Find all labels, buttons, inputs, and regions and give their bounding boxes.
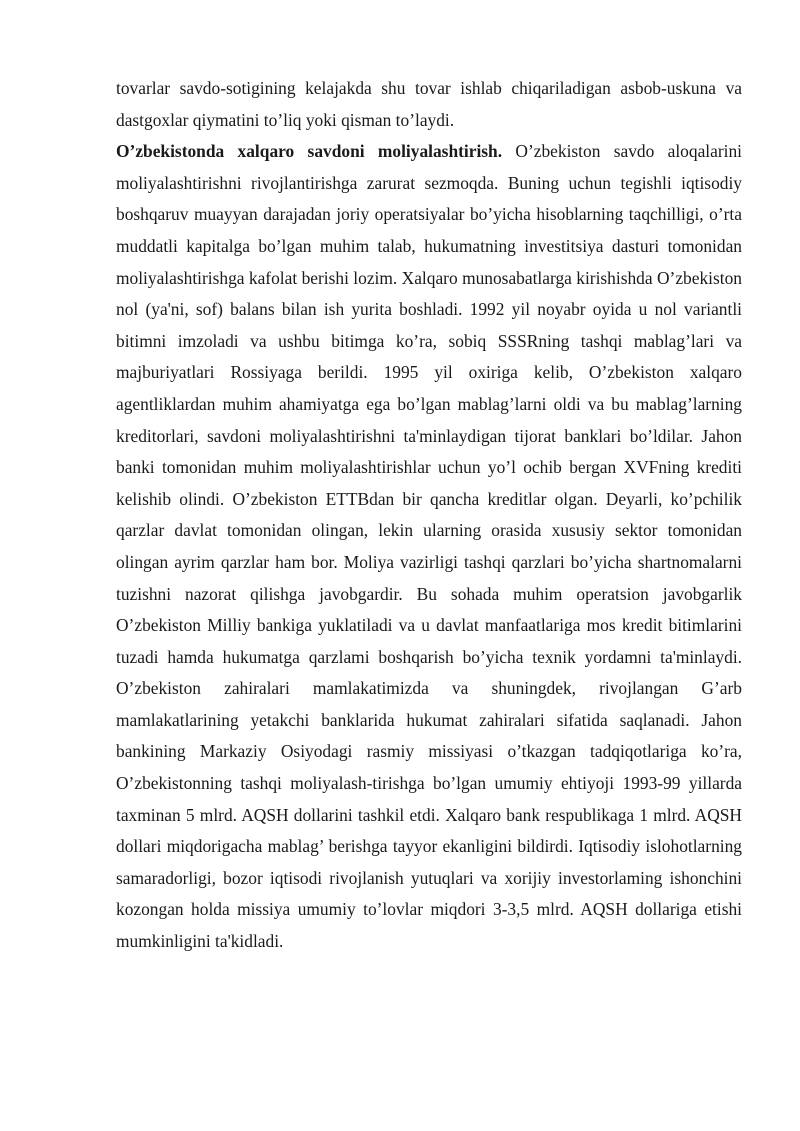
section-heading: O’zbekistonda xalqaro savdoni moliyalashtirish. xyxy=(116,141,503,162)
paragraph-section xyxy=(116,136,742,957)
paragraph-continuation: tovarlar savdo-sotigining kelajakda shu tovar ishlab chiqariladigan asbob-uskuna va dastgoxlar qiymatini to’liq yoki qisman to’laydi. xyxy=(116,78,742,130)
section-body: O’zbekiston savdo aloqalarini moliyalashtirishni rivojlantirishga zarurat sezmoqda. Buning uchun tegishli iqtisodiy boshqaruv muayyan darajadan joriy operatsiyalar bo’yicha hisoblarning taqchilligi, o’rta muddatli kapitalga bo’lgan muhim talab, hukumatning investitsiya dasturi tomonidan moliyalashtirishga kafolat berishi lozim. Xalqaro munosabatlarga kirishishda O’zbekiston nol (ya'ni, sof) balans bilan ish yurita boshladi. 1992 yil noyabr oyida u nol variantli bitimni imzoladi va ushbu bitimga ko’ra, sobiq SSSRning tashqi mablag’lari va majburiyatlari Rossiyaga berildi. 1995 yil oxiriga kelib, O’zbekiston xalqaro agentliklardan muhim ahamiyatga ega bo’lgan mablag’larni oldi va bu mablag’larning kreditorlari, savdoni moliyalashtirishni ta'minlaydigan tijorat banklari bo’ldilar. Jahon banki tomonidan muhim moliyalashtirishlar uchun yo’l ochib bergan XVFning krediti kelishib olindi. O’zbekiston ETTBdan bir qancha kreditlar olgan. Deyarli, ko’pchilik qarzlar davlat tomonidan olingan, lekin ularning orasida xususiy sektor tomonidan olingan ayrim qarzlar ham bor. Moliya vazirligi tashqi qarzlari bo’yicha shartnomalarni tuzishni nazorat qilishga javobgardir. Bu sohada muhim operatsion javobgarlik O’zbekiston Milliy bankiga yuklatiladi va u davlat manfaatlariga mos kredit bitimlarini tuzadi hamda hukumatga qarzlami boshqarish bo’yicha texnik yordamni ta'minlaydi. O’zbekiston zahiralari mamlakatimizda va shuningdek, rivojlangan G’arb mamlakatlarining yetakchi banklarida hukumat zahiralari sifatida saqlanadi. Jahon bankining Markaziy Osiyodagi rasmiy missiyasi o’tkazgan tadqiqotlariga ko’ra, O’zbekistonning tashqi moliyalash-tirishga bo’lgan umumiy ehtiyoji 1993-99 yillarda taxminan 5 mlrd. AQSH dollarini tashkil etdi. Xalqaro bank respublikaga 1 mlrd. AQSH dollari miqdorigacha mablag’ berishga tayyor ekanligini bildirdi. Iqtisodiy islohotlarning samaradorligi, bozor iqtisodi rivojlanish yutuqlari va xorijiy investorlaming ishonchini kozongan holda missiya umumiy to’lovlar miqdori 3-3,5 mlrd. AQSH dollariga etishi mumkinligini ta'kidladi. xyxy=(116,141,742,952)
document-body xyxy=(116,73,742,958)
